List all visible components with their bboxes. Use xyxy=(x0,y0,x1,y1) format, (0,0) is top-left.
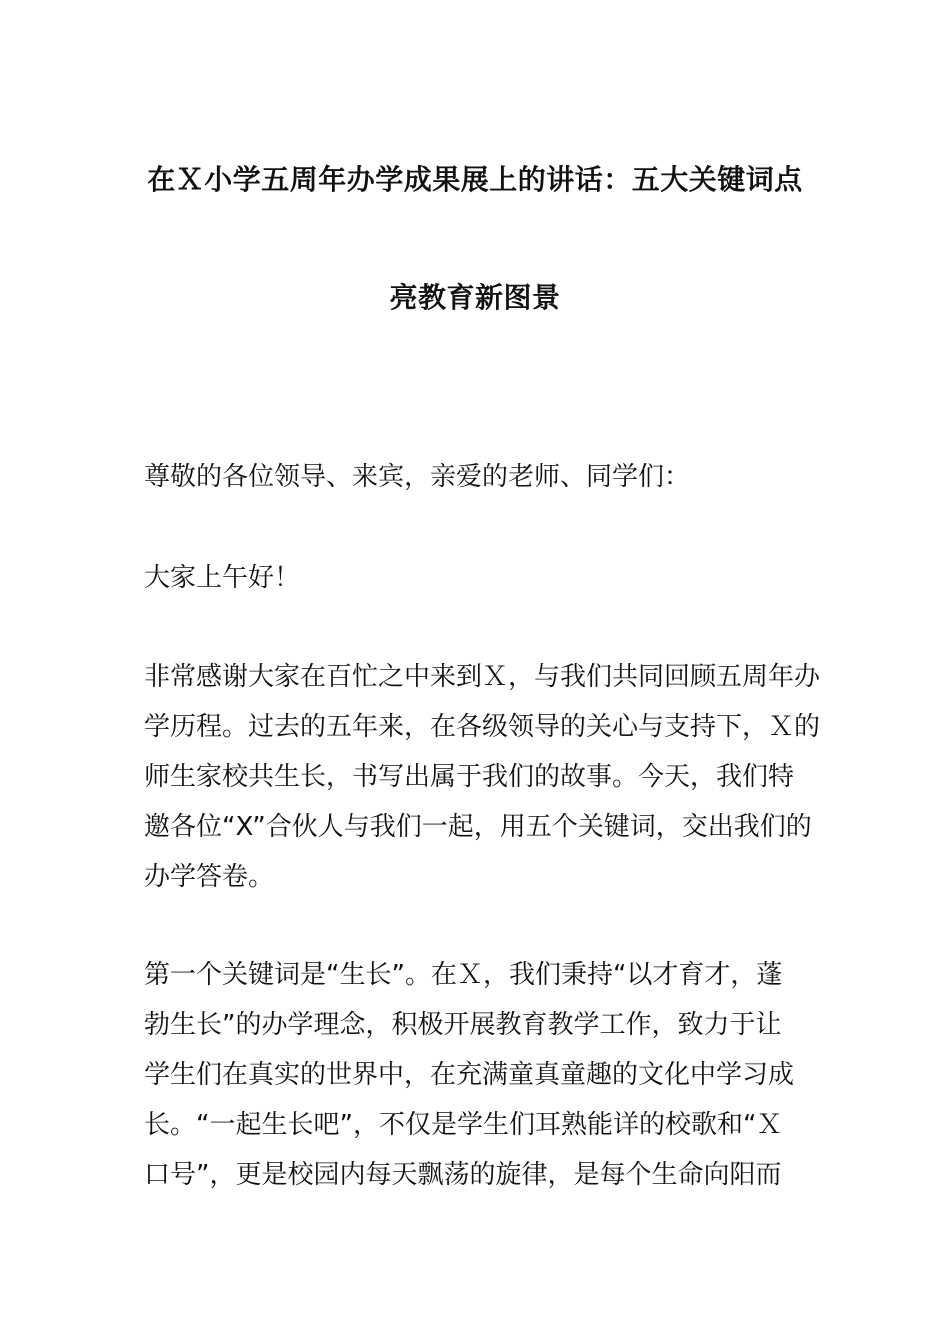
document-title-line-1: 在Ｘ小学五周年办学成果展上的讲话：五大关键词点 xyxy=(147,163,803,196)
paragraph-2-line: 第一个关键词是“生长”。在Ｘ，我们秉持“以才育才，蓬 xyxy=(144,960,783,990)
document-title-line-2: 亮教育新图景 xyxy=(389,281,561,314)
greeting xyxy=(144,553,810,603)
paragraph-2-line: 勃生长”的办学理念，积极开展教育教学工作，致力于让 xyxy=(144,1010,782,1040)
paragraph-2 xyxy=(144,950,810,1200)
paragraph-1-line: 办学答卷。 xyxy=(144,862,275,892)
salutation xyxy=(144,452,810,502)
paragraph-2-line: 长。“一起生长吧”，不仅是学生们耳熟能详的校歌和“Ｘ xyxy=(144,1110,783,1140)
paragraph-2-line: 口号”，更是校园内每天飘荡的旋律，是每个生命向阳而 xyxy=(144,1160,782,1190)
paragraph-1-line: 学历程。过去的五年来，在各级领导的关心与支持下，Ｘ的 xyxy=(144,712,821,742)
paragraph-1-line: 非常感谢大家在百忙之中来到Ｘ，与我们共同回顾五周年办 xyxy=(144,662,821,692)
salutation-text: 尊敬的各位领导、来宾，亲爱的老师、同学们： xyxy=(144,462,691,492)
paragraph-2-line: 学生们在真实的世界中，在充满童真童趣的文化中学习成 xyxy=(144,1060,795,1090)
paragraph-1 xyxy=(144,652,821,902)
greeting-text: 大家上午好！ xyxy=(144,563,301,593)
paragraph-1-line: 邀各位“X”合伙人与我们一起，用五个关键词，交出我们的 xyxy=(144,812,812,842)
paragraph-1-line: 师生家校共生长，书写出属于我们的故事。今天，我们特 xyxy=(144,762,795,792)
